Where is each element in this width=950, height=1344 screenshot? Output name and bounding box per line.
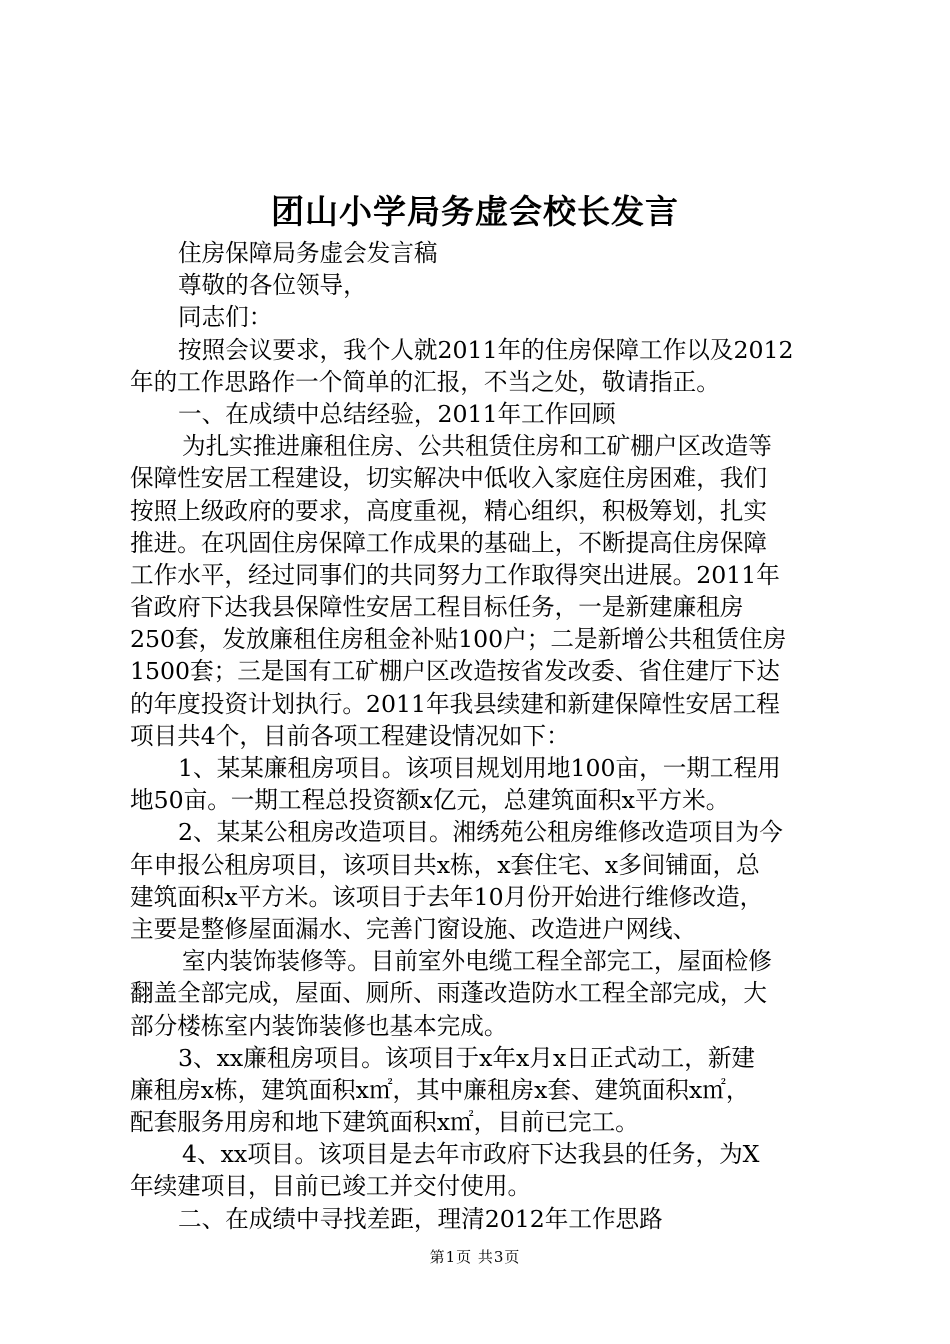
body-line: 省政府下达我县保障性安居工程目标任务，一是新建廉租房 xyxy=(130,593,744,622)
body-line: 按照会议要求，我个人就2011年的住房保障工作以及2012 xyxy=(178,335,794,364)
body-line: 3、xx廉租房项目。该项目于x年x月x日正式动工，新建 xyxy=(178,1043,756,1072)
page-footer: 第1页 共3页 xyxy=(429,1248,521,1266)
section-heading: 一、在成绩中总结经验，2011年工作回顾 xyxy=(178,399,616,428)
body-line: 廉租房x栋，建筑面积x㎡，其中廉租房x套、建筑面积x㎡， xyxy=(130,1075,750,1104)
document-title: 团山小学局务虚会校长发言 xyxy=(271,192,679,231)
body-line: 项目共4个，目前各项工程建设情况如下： xyxy=(130,721,570,750)
body-line: 同志们： xyxy=(178,303,273,332)
document-body xyxy=(130,237,830,1235)
body-line: 建筑面积x平方米。该项目于去年10月份开始进行维修改造， xyxy=(130,882,764,911)
body-line: 1、某某廉租房项目。该项目规划用地100亩，一期工程用 xyxy=(178,754,781,782)
body-line: 为扎实推进廉租住房、公共租赁住房和工矿棚户区改造等 xyxy=(182,432,772,461)
body-line: 4、xx项目。该项目是去年市政府下达我县的任务，为X xyxy=(182,1140,760,1169)
body-line: 尊敬的各位领导， xyxy=(178,271,367,300)
body-line: 2、某某公租房改造项目。湘绣苑公租房维修改造项目为今 xyxy=(178,818,783,847)
body-line: 配套服务用房和地下建筑面积x㎡，目前已完工。 xyxy=(130,1108,639,1137)
body-line: 按照上级政府的要求，高度重视，精心组织，积极筹划，扎实 xyxy=(130,496,768,525)
body-line: 250套，发放廉租住房租金补贴100户；二是新增公共租赁住房 xyxy=(130,625,787,654)
body-line: 工作水平，经过同事们的共同努力工作取得突出进展。2011年 xyxy=(130,560,780,589)
body-line: 室内装饰装修等。目前室外电缆工程全部完工，屋面检修 xyxy=(182,947,772,976)
body-line: 保障性安居工程建设，切实解决中低收入家庭住房困难，我们 xyxy=(130,464,768,493)
body-line: 推进。在巩固住房保障工作成果的基础上，不断提高住房保障 xyxy=(130,528,768,557)
body-line: 翻盖全部完成，屋面、厕所、雨蓬改造防水工程全部完成，大 xyxy=(130,979,768,1008)
body-line: 年申报公租房项目，该项目共x栋，x套住宅、x多间铺面，总 xyxy=(130,850,760,879)
body-line: 主要是整修屋面漏水、完善门窗设施、改造进户网线、 xyxy=(130,914,697,943)
body-line: 年续建项目，目前已竣工并交付使用。 xyxy=(130,1172,532,1201)
body-line: 地50亩。一期工程总投资额x亿元，总建筑面积x平方米。 xyxy=(130,786,730,815)
section-heading: 二、在成绩中寻找差距，理清2012年工作思路 xyxy=(178,1204,663,1233)
body-line: 1500套；三是国有工矿棚户区改造按省发改委、省住建厅下达 xyxy=(130,657,780,686)
body-line: 部分楼栋室内装饰装修也基本完成。 xyxy=(130,1011,508,1040)
body-line: 的年度投资计划执行。2011年我县续建和新建保障性安居工程 xyxy=(130,689,780,718)
body-line: 住房保障局务虚会发言稿 xyxy=(178,239,438,267)
body-line: 年的工作思路作一个简单的汇报，不当之处，敬请指正。 xyxy=(130,367,720,396)
